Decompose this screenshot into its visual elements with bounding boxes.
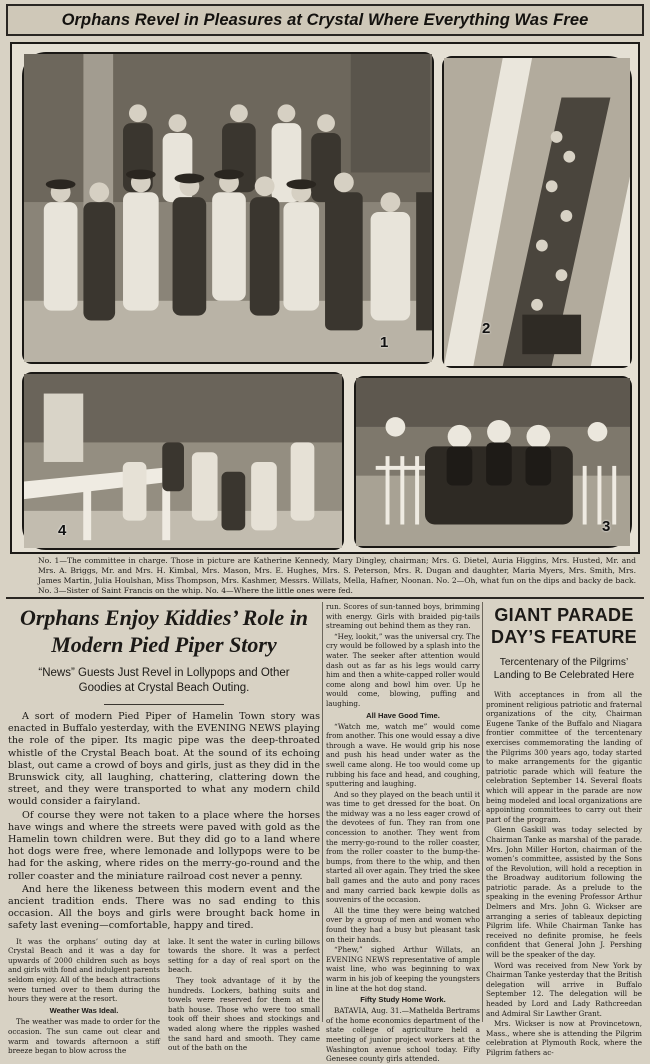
story-subhead: All Have Good Time. [366,710,440,720]
story-paragraph: All the time they were being watched over by a group of men and women who found they had a busy but pleasant task on their hands. [326,905,480,944]
story-paragraph: Word was received from New York by Chairman Tanke yesterday that the British delegation will arrive in Buffalo September 12. The delegation will be headed by Lord and Lady Rathcreedan and Admiral Sir Lawther Grant. [486,960,642,1018]
photo-committee [22,52,434,364]
story-paragraph: “Hey, lookit,” was the universal cry. The cry would be followed by a splash into the water. The seeker after attention would dash out as far as his legs would carry him and then a white-capped roller would come along and bowl him over. Up he would come, blowing, puffing and laughing. [326,631,480,708]
story-paragraph: BATAVIA, Aug. 31.—Mathelda Bertrams of the home economics department of the state college of agriculture held a meeting of junior project workers at the Washington avenue school today. Fifty Genesee county girls attended. [326,1006,480,1064]
story-paragraph: And so they played on the beach until it was time to get dressed for the boat. On the midway was a no less eager crowd of the devotees of fun. They ran from one concession to another. They went from the merry-go-round to the roller coaster, from the roller coaster to the bump-the-bumps, from there to the whip, and then started all over again. They tried the skee ball games and the auto and pony races and many carried back kewpie dolls as souvenirs of the occasion. [326,789,480,905]
photo-sisters-on-whip [354,376,632,548]
page-banner [6,4,644,36]
story-paragraph: Glenn Gaskill was today selected by Chairman Tanke as marshal of the parade. Mrs. John Miller Horton, chairman of the women’s committee, assisted by the Sons of the Revolution, will hold a reception in the Broadway auditorium following the patriotic parade. As a prelude to the speaking in the evening Professor Arthur Delmers and Mrs. John G. Wickser are arranging a series of tableaux depicting Pilgrim life. While Chairman Tanke has received no definite promise, he feels confident that General John J. Pershing will be the speaker of the day. [486,825,642,960]
subcolumn-right [168,937,320,1057]
story-orphans-pied-piper [8,602,320,1056]
story-paragraph: Of course they were not taken to a place where the horses have wings and where the streets were paved with gold as the Hamelin town children were. But they did go to a land where hot dogs were free, where lemonade and lollypops were to be had for the asking, where rides on the merry-go-round and the roller coaster and the miniature railroad cost never a penny. [8,809,320,882]
section-divider [6,597,644,599]
story-paragraph: run. Scores of sun-tanned boys, brimming with energy. Girls with braided pig-tails streaming out behind them as they ran. [326,602,480,631]
story-deck: “News” Guests Just Revel in Lollypops and Other Goodies at Crystal Beach Outing. [38,667,290,694]
story-giant-parade [486,602,642,1057]
story-deck: Tercentenary of the Pilgrims’ Landing to Be Celebrated Here [493,657,635,681]
deck-rule [104,704,224,705]
column-divider [322,602,323,1022]
story-paragraph: Mrs. Wickser is now at Provincetown, Mass., where she is attending the Pilgrim celebration at Plymouth Rock, where the Pilgrim fathers ac- [486,1019,642,1057]
column-divider [482,602,483,1022]
photo-spread [10,42,640,554]
subcolumn-left [8,937,160,1057]
story-paragraph: They took advantage of it by the hundreds. Lockers, bathing suits and towels were reserved for them at the bath house. Those who were too small took off their shoes and stockings and waded along where the ripples washed the sand hard and smooth. They came out of the bath on the [168,976,320,1053]
photo-caption: No. 1—The committee in charge. Those in picture are Katherine Kennedy, Mary Dingley, chairman; Mrs. G. Dietel, Auria Higgins, Mrs. Husted, Mr. and Mrs. A. Briggs, Mr. and Mrs. H. Kimbal, Mrs. Mason, Mrs. E. Hughes, Mrs. S. Peterson, Mrs. R. Dugan and daughter, Maria Myers, Mrs. Smith, Mrs. James Martin, Julia Houlshan, Miss Thompson, Mrs. Kashmer, Messrs. Willats, Mella, Hafner, Noonan. No. 2—Oh, what fun on the dips and backy de back. No. 3—Sister of Saint Francis on the whip. No. 4—Where the little ones were fed. [38,556,636,595]
story-paragraph: And here the likeness between this modern event and the ancient tradition ends. There was no sad ending to this occasion. All the boys and girls were brought back home in safety last evening—comfortable, happy and tired. [8,883,320,932]
story-subhead: Fifty Study Home Work. [360,995,446,1005]
photo-number-1: 1 [380,334,389,351]
photo-roller-coaster [442,56,632,368]
photo-number-2: 2 [482,320,491,337]
banner-title: Orphans Revel in Pleasures at Crystal Where Everything Was Free [61,10,589,29]
story-paragraph: “Watch me, watch me” would come from another. This one would essay a dive through a wave. He would grip his nose and push his head under water as the swell came along. He too would come up rubbing his face and head, and coughing, sputtering and laughing. [326,721,480,789]
story-paragraph: The weather was made to order for the occasion. The sun came out clear and warm and towards afternoon a stiff breeze began to blow across the [8,1017,160,1056]
story-subcolumns [8,937,320,1057]
story-headline: GIANT PARADE DAY’S FEATURE [491,605,637,647]
story-continuation [326,602,480,1064]
story-subhead: Weather Was Ideal. [49,1005,119,1015]
photo-little-ones-fed [22,372,344,550]
photo-number-4: 4 [58,522,67,539]
story-headline: Orphans Enjoy Kiddies’ Role in Modern Pied Piper Story [19,605,309,657]
photo-number-3: 3 [602,518,611,535]
story-paragraph: lake. It sent the water in curling billows towards the shore. It was a perfect setting for a day of real sport on the beach. [168,936,320,975]
story-lead [8,711,320,933]
story-paragraph: A sort of modern Pied Piper of Hamelin Town story was enacted in Buffalo yesterday, with the EVENING NEWS playing the role of the piper. Its magic pipe was the deep-throated whistle of the Crystal Beach boat. At the sound of its echoing blast, out came a crowd of boys and girls, just as they did in the Brunswick city, all laughing, chattering, clattering down the street, and they were transported to what any modern child would consider a fairyland. [8,711,320,808]
story-paragraph: It was the orphans’ outing day at Crystal Beach and it was a day for upwards of 2000 children such as boys and girls with fond and indulgent parents seldom enjoy. All of the beach attractions were turned over to them during the hours they were at the resort. [8,936,160,1004]
story-paragraph: With acceptances in from all the prominent religious patriotic and fraternal organizations of the city, Chairman Eugene Tanke of the Buffalo and Niagara frontier committee of the tercentenary exercises commemorating the landing of the Pilgrims 300 years ago, today started to make arrangements for the gigantic patriotic parade which will feature the celebration September 14. Several floats which will appear in the parade are now being modeled and local organizations are appointing committees to carry out their part of the program. [486,690,642,824]
story-paragraph: “Phew,” sighed Arthur Willats, an EVENING NEWS representative of ample waist line, who was beginning to wax warm in his job of keeping the youngsters in line at the hot dog stand. [326,945,480,993]
